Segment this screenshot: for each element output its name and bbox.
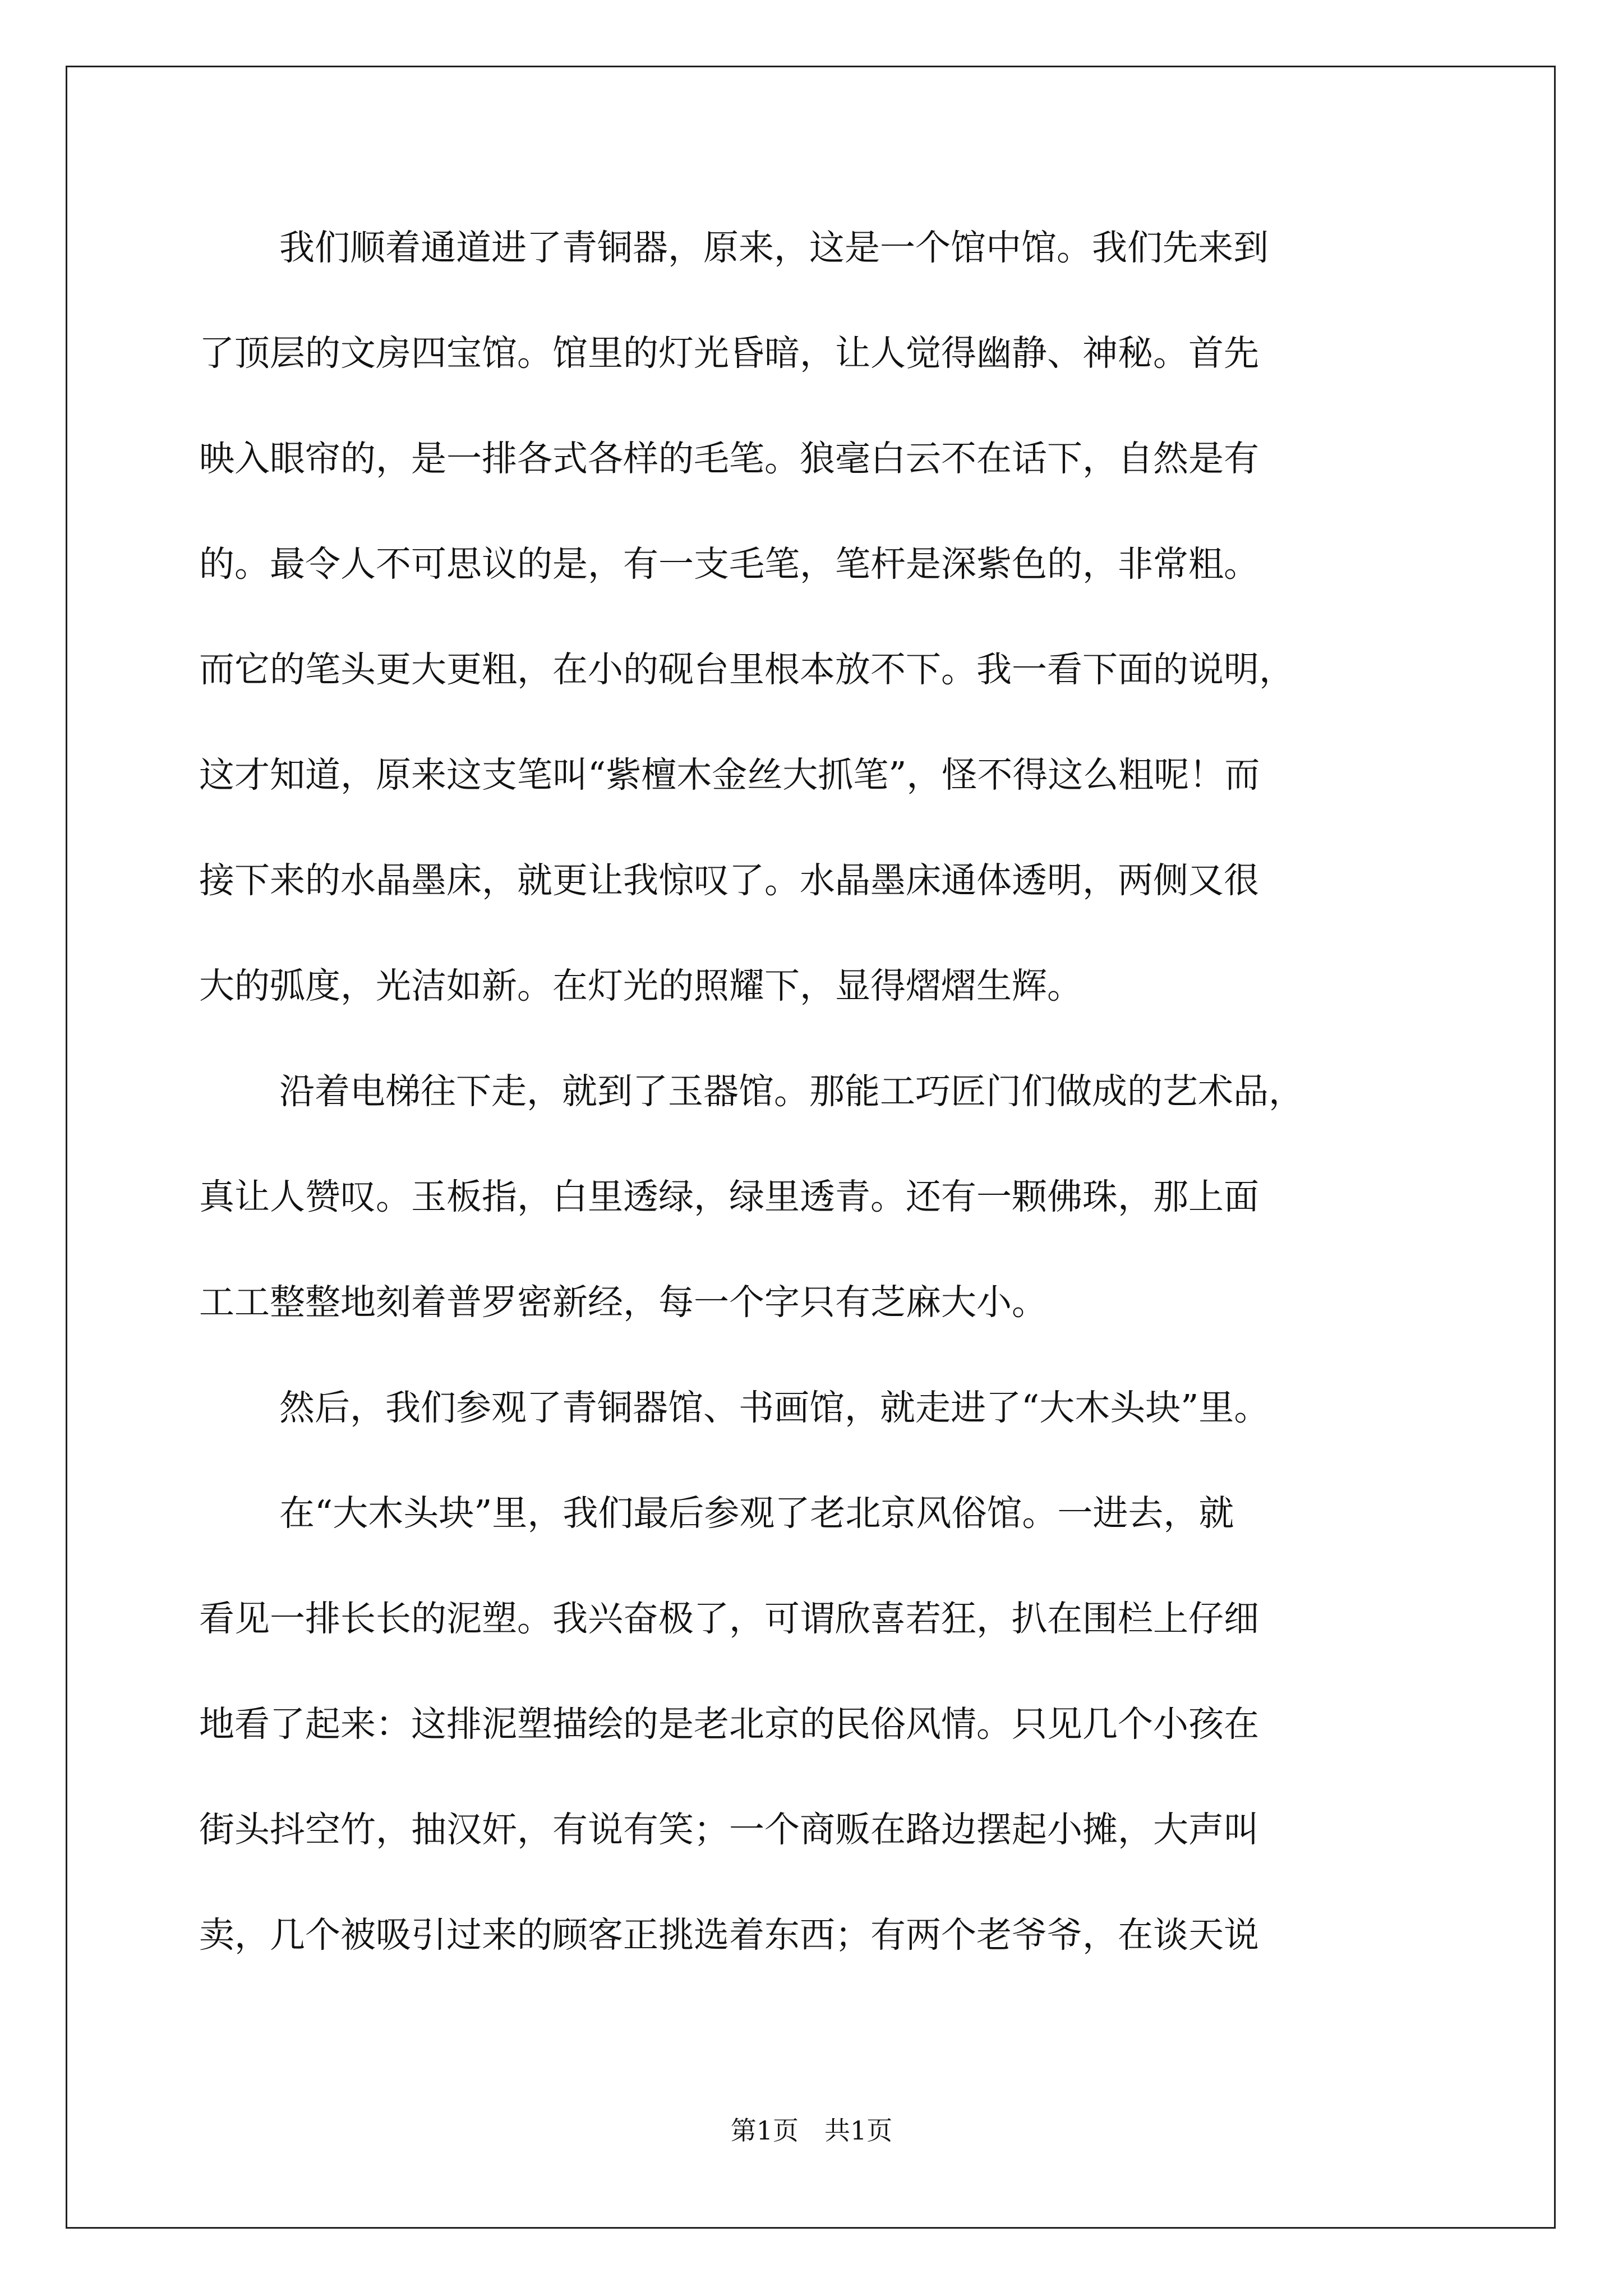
paragraph-line: 这才知道，原来这支笔叫“紫檀木金丝大抓笔”，怪不得这么粗呢！而 — [199, 754, 1260, 795]
paragraph-line: 看见一排长长的泥塑。我兴奋极了，可谓欣喜若狂，扒在围栏上仔细 — [199, 1598, 1259, 1639]
paragraph-line: 卖，几个被吸引过来的顾客正挑选着东西；有两个老爷爷，在谈天说 — [199, 1915, 1259, 1955]
paragraph-line: 真让人赞叹。玉板指，白里透绿，绿里透青。还有一颗佛珠，那上面 — [199, 1176, 1259, 1217]
page-border — [66, 66, 1556, 2229]
paragraph-line: 的。最令人不可思议的是，有一支毛笔，笔杆是深紫色的，非常粗。 — [199, 544, 1259, 585]
paragraph-line: 了顶层的文房四宝馆。馆里的灯光昏暗，让人觉得幽静、神秘。首先 — [199, 333, 1259, 374]
page-number: 第1页 — [730, 2115, 799, 2146]
paragraph-line: 大的弧度，光洁如新。在灯光的照耀下，显得熠熠生辉。 — [199, 965, 1082, 1006]
page-total: 共1页 — [824, 2115, 893, 2146]
paragraph-line: 街头抖空竹，抽汉奸，有说有笑；一个商贩在路边摆起小摊，大声叫 — [199, 1809, 1259, 1850]
paragraph-line: 在“大木头块”里，我们最后参观了老北京风俗馆。一进去，就 — [279, 1493, 1234, 1534]
paragraph-line: 我们顺着通道进了青铜器，原来，这是一个馆中馆。我们先来到 — [279, 227, 1269, 268]
paragraph-line: 沿着电梯往下走，就到了玉器馆。那能工巧匠门们做成的艺术品， — [279, 1071, 1304, 1112]
paragraph-line: 工工整整地刻着普罗密新经，每一个字只有芝麻大小。 — [199, 1282, 1047, 1323]
paragraph-line: 然后，我们参观了青铜器馆、书画馆，就走进了“大木头块”里。 — [279, 1387, 1270, 1428]
page-footer — [0, 2114, 1623, 2147]
paragraph-line: 而它的笔头更大更粗，在小的砚台里根本放不下。我一看下面的说明， — [199, 649, 1294, 690]
paragraph-line: 接下来的水晶墨床，就更让我惊叹了。水晶墨床通体透明，两侧又很 — [199, 860, 1259, 901]
paragraph-line: 地看了起来：这排泥塑描绘的是老北京的民俗风情。只见几个小孩在 — [199, 1704, 1259, 1745]
paragraph-line: 映入眼帘的，是一排各式各样的毛笔。狼毫白云不在话下，自然是有 — [199, 438, 1259, 479]
